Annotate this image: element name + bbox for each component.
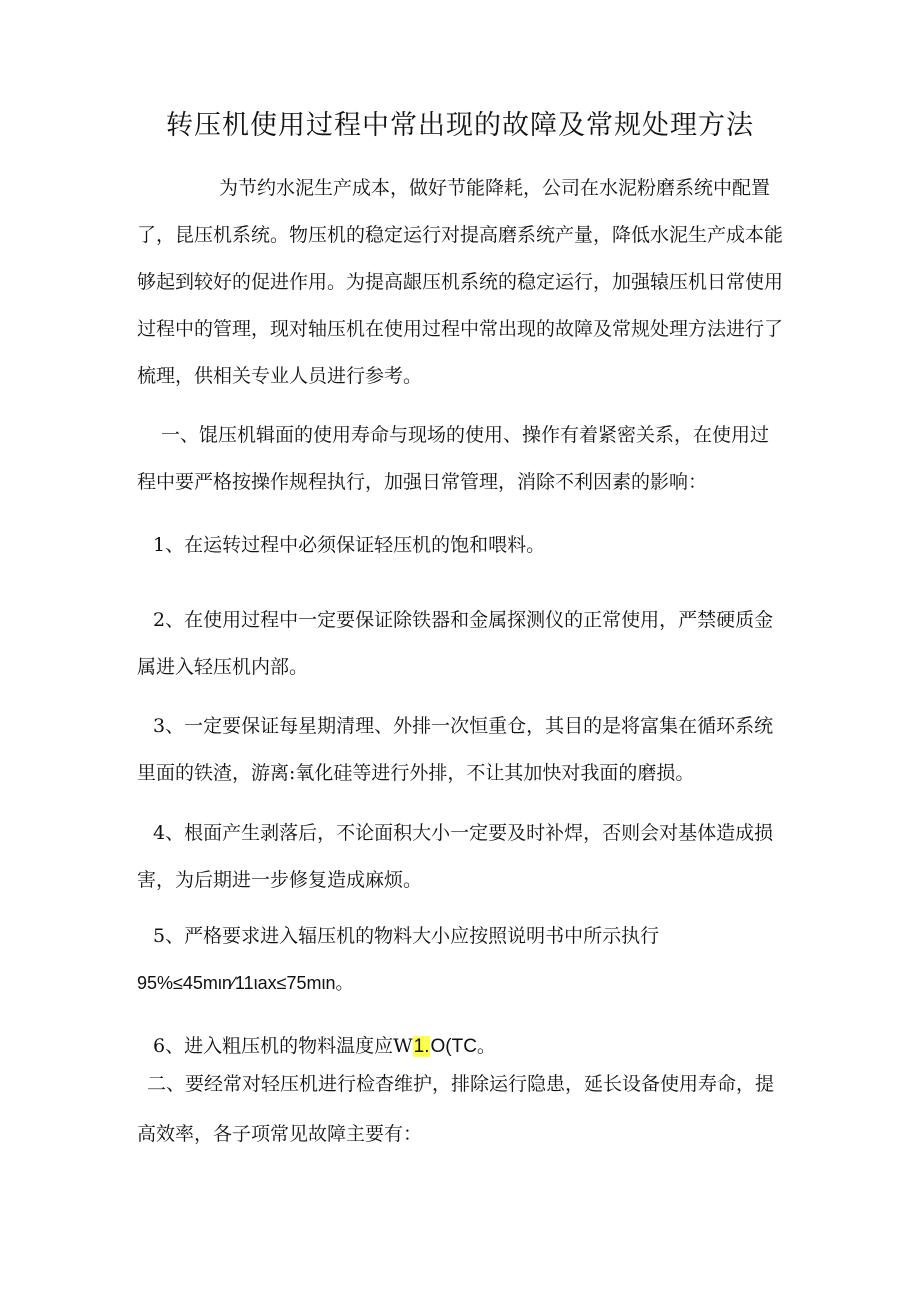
- document-title: 转压机使用过程中常出现的故障及常规处理方法: [166, 110, 754, 141]
- section-two-heading: 二、要经常对轻压机进行检杳维护，排除运行隐患，延长设备使用寿命，提高效率，各子项常见故障主要有：: [137, 1073, 775, 1145]
- list-item-5-formula: 95%≤45mιn∕11ιax≤75mιn。: [137, 973, 354, 993]
- list-item-1: 1、在运转过程中必须保证轻压机的饱和喂料。: [153, 534, 546, 556]
- highlighted-value: 1.: [413, 1036, 430, 1057]
- intro-paragraph: 为节约水泥生产成本，做好节能降耗，公司在水泥粉磨系统中配置了，昆压机系统。物压机的稳定运行对提高磨系统产量，降低水泥生产成本能够起到较好的促进作用。为提高龈压机系统的稳定运行，加强辕压机日常使用过程中的管理，现对轴压机在使用过程中常出现的故障及常规处理方法进行了梳理，供相关专业人员进行参考。: [137, 177, 784, 387]
- section-one-heading: 一、馄压机辑面的使用寿命与现场的使用、操作有着紧密关系，在使用过程中要严格按操作规程执行，加强日常管理，消除不利因素的影响：: [137, 424, 770, 493]
- list-item-3: 3、一定要保证每星期清理、外排一次恒重仓，其目的是将富集在循环系统里面的铁渣，游离:氧化硅等进行外排，不让其加快对我面的磨损。: [137, 715, 774, 784]
- list-item-6-prefix: 6、进入粗压机的物料温度应W: [153, 1035, 413, 1057]
- list-item-5: 5、严格要求进入辐压机的物料大小应按照说明书中所示执行: [153, 925, 660, 947]
- list-item-4: 4、根面产生剥落后，不论面积大小一定要及时补焊，否则会对基体造成损害，为后期进一步修复造成麻烦。: [137, 822, 774, 891]
- list-item-2: 2、在使用过程中一定要保证除铁器和金属探测仪的正常使用，严禁硬质金属进入轻压机内部。: [137, 609, 774, 678]
- list-item-6-suffix: O(TC。: [430, 1036, 496, 1057]
